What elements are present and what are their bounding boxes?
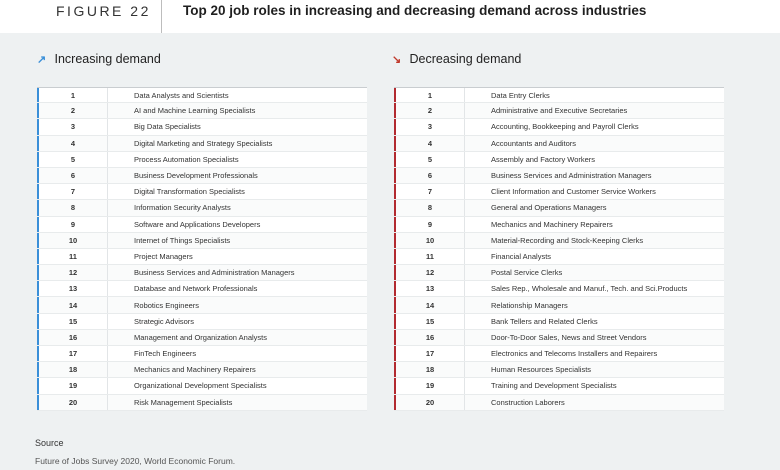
- row-accent-bar: [394, 136, 396, 151]
- row-rank: 19: [68, 381, 78, 391]
- row-job-role: AI and Machine Learning Specialists: [134, 106, 256, 116]
- arrow-up-right-icon: ↗: [37, 54, 47, 66]
- row-job-role: Training and Development Specialists: [491, 381, 617, 391]
- row-accent-bar: [37, 330, 39, 345]
- decreasing-demand-label: Decreasing demand: [409, 52, 522, 66]
- row-job-role: Risk Management Specialists: [134, 397, 233, 407]
- row-accent-bar: [394, 330, 396, 345]
- table-row: [394, 314, 724, 330]
- row-accent-bar: [394, 297, 396, 312]
- row-job-role: Information Security Analysts: [134, 203, 231, 213]
- row-job-role: Business Services and Administration Managers: [134, 268, 295, 278]
- table-row: [394, 119, 724, 135]
- row-rank: 9: [427, 219, 433, 229]
- row-job-role: Assembly and Factory Workers: [491, 154, 596, 164]
- row-accent-bar: [37, 362, 39, 377]
- row-rank: 14: [68, 300, 78, 310]
- table-row: [394, 346, 724, 362]
- row-accent-bar: [394, 362, 396, 377]
- row-job-role: Mechanics and Machinery Repairers: [491, 219, 613, 229]
- table-row: [394, 362, 724, 378]
- row-job-role: Digital Transformation Specialists: [134, 187, 245, 197]
- row-accent-bar: [394, 233, 396, 248]
- row-rank: 3: [427, 122, 433, 132]
- row-accent-bar: [394, 103, 396, 118]
- row-accent-bar: [37, 88, 39, 102]
- row-accent-bar: [37, 297, 39, 312]
- row-rank: 8: [427, 203, 433, 213]
- table-row: [37, 314, 367, 330]
- table-row: [37, 362, 367, 378]
- table-row: [394, 330, 724, 346]
- table-row: [394, 233, 724, 249]
- table-row: [37, 168, 367, 184]
- row-accent-bar: [37, 265, 39, 280]
- row-rank: 4: [70, 138, 76, 148]
- figure-title: Top 20 job roles in increasing and decreasing demand across industries: [183, 3, 647, 18]
- table-row: [37, 346, 367, 362]
- increasing-demand-label: Increasing demand: [54, 52, 161, 66]
- row-rank: 5: [70, 154, 76, 164]
- row-job-role: Construction Laborers: [491, 397, 565, 407]
- row-rank: 6: [70, 171, 76, 181]
- table-row: [37, 136, 367, 152]
- row-accent-bar: [394, 184, 396, 199]
- table-row: [394, 217, 724, 233]
- row-job-role: Business Development Professionals: [134, 171, 258, 181]
- row-rank: 10: [425, 235, 435, 245]
- row-job-role: Sales Rep., Wholesale and Manuf., Tech. and Sci.Products: [491, 284, 688, 294]
- row-job-role: Mechanics and Machinery Repairers: [134, 365, 256, 375]
- row-job-role: General and Operations Managers: [491, 203, 607, 213]
- table-row: [394, 200, 724, 216]
- figure-label: FIGURE 22: [56, 3, 151, 19]
- row-accent-bar: [394, 119, 396, 134]
- row-accent-bar: [394, 395, 396, 410]
- row-accent-bar: [37, 119, 39, 134]
- row-rank: 12: [68, 268, 78, 278]
- row-accent-bar: [394, 168, 396, 183]
- table-row: [37, 378, 367, 394]
- row-job-role: Client Information and Customer Service Workers: [491, 187, 656, 197]
- row-rank: 4: [427, 138, 433, 148]
- row-job-role: Human Resources Specialists: [491, 365, 592, 375]
- row-rank: 10: [68, 235, 78, 245]
- row-job-role: Accountants and Auditors: [491, 138, 577, 148]
- row-job-role: Project Managers: [134, 251, 193, 261]
- row-accent-bar: [37, 103, 39, 118]
- row-accent-bar: [394, 200, 396, 215]
- row-job-role: Postal Service Clerks: [491, 268, 563, 278]
- table-row: [37, 119, 367, 135]
- row-accent-bar: [394, 152, 396, 167]
- row-accent-bar: [37, 249, 39, 264]
- table-row: [394, 281, 724, 297]
- row-job-role: Internet of Things Specialists: [134, 235, 231, 245]
- figure-header: [0, 0, 780, 33]
- table-row: [394, 136, 724, 152]
- row-accent-bar: [37, 217, 39, 232]
- table-row: [394, 378, 724, 394]
- arrow-down-right-icon: ↘: [392, 54, 402, 66]
- row-rank: 9: [70, 219, 76, 229]
- row-accent-bar: [394, 378, 396, 393]
- row-accent-bar: [394, 249, 396, 264]
- table-row: [394, 184, 724, 200]
- row-rank: 11: [69, 251, 77, 261]
- decreasing-demand-heading: [392, 52, 521, 66]
- source-label: Source: [35, 438, 64, 448]
- row-rank: 2: [70, 106, 76, 116]
- increasing-demand-table: [37, 87, 367, 411]
- row-job-role: Strategic Advisors: [134, 316, 195, 326]
- row-job-role: Robotics Engineers: [134, 300, 200, 310]
- row-accent-bar: [394, 88, 396, 102]
- row-accent-bar: [394, 314, 396, 329]
- row-rank: 12: [425, 268, 435, 278]
- row-job-role: Business Services and Administration Managers: [491, 171, 652, 181]
- row-job-role: Software and Applications Developers: [134, 219, 261, 229]
- table-row: [394, 249, 724, 265]
- table-row: [37, 87, 367, 103]
- row-accent-bar: [394, 265, 396, 280]
- row-rank: 13: [425, 284, 435, 294]
- row-job-role: Organizational Development Specialists: [134, 381, 267, 391]
- header-divider: [161, 0, 162, 33]
- row-rank: 14: [425, 300, 435, 310]
- table-row: [394, 395, 724, 411]
- row-job-role: Financial Analysts: [491, 251, 552, 261]
- row-rank: 20: [68, 397, 78, 407]
- table-row: [394, 297, 724, 313]
- table-row: [37, 297, 367, 313]
- table-row: [394, 103, 724, 119]
- row-rank: 5: [427, 154, 433, 164]
- table-row: [37, 249, 367, 265]
- row-rank: 11: [426, 251, 434, 261]
- row-rank: 16: [68, 332, 78, 342]
- row-job-role: Administrative and Executive Secretaries: [491, 106, 628, 116]
- row-accent-bar: [394, 346, 396, 361]
- row-rank: 20: [425, 397, 435, 407]
- row-accent-bar: [37, 314, 39, 329]
- row-job-role: Digital Marketing and Strategy Specialists: [134, 138, 273, 148]
- row-job-role: Electronics and Telecoms Installers and Repairers: [491, 349, 658, 359]
- row-job-role: Relationship Managers: [491, 300, 568, 310]
- row-accent-bar: [37, 152, 39, 167]
- row-rank: 7: [70, 187, 76, 197]
- row-rank: 17: [68, 349, 78, 359]
- row-accent-bar: [37, 233, 39, 248]
- row-job-role: Material-Recording and Stock-Keeping Clerks: [491, 235, 644, 245]
- increasing-demand-heading: [37, 52, 161, 66]
- row-rank: 13: [68, 284, 78, 294]
- row-rank: 18: [68, 365, 78, 375]
- row-rank: 2: [427, 106, 433, 116]
- row-accent-bar: [394, 217, 396, 232]
- row-rank: 15: [425, 316, 435, 326]
- table-row: [37, 184, 367, 200]
- row-rank: 3: [70, 122, 76, 132]
- row-rank: 18: [425, 365, 435, 375]
- row-job-role: Door-To-Door Sales, News and Street Vendors: [491, 332, 647, 342]
- row-job-role: Management and Organization Analysts: [134, 332, 267, 342]
- row-accent-bar: [37, 184, 39, 199]
- row-job-role: FinTech Engineers: [134, 349, 197, 359]
- decreasing-demand-table: [394, 87, 724, 411]
- table-row: [37, 281, 367, 297]
- table-row: [37, 395, 367, 411]
- row-accent-bar: [37, 378, 39, 393]
- row-rank: 16: [425, 332, 435, 342]
- table-row: [37, 217, 367, 233]
- table-row: [37, 103, 367, 119]
- row-accent-bar: [394, 281, 396, 296]
- row-rank: 8: [70, 203, 76, 213]
- row-accent-bar: [37, 168, 39, 183]
- table-row: [37, 152, 367, 168]
- row-rank: 6: [427, 171, 433, 181]
- row-job-role: Process Automation Specialists: [134, 154, 239, 164]
- row-job-role: Data Entry Clerks: [491, 90, 550, 100]
- row-job-role: Data Analysts and Scientists: [134, 90, 229, 100]
- table-row: [394, 152, 724, 168]
- table-row: [394, 168, 724, 184]
- table-row: [394, 265, 724, 281]
- row-rank: 1: [427, 90, 433, 100]
- row-job-role: Bank Tellers and Related Clerks: [491, 316, 598, 326]
- table-row: [37, 233, 367, 249]
- table-row: [37, 330, 367, 346]
- row-accent-bar: [37, 136, 39, 151]
- table-row: [37, 200, 367, 216]
- table-row: [394, 87, 724, 103]
- row-rank: 7: [427, 187, 433, 197]
- row-accent-bar: [37, 281, 39, 296]
- table-row: [37, 265, 367, 281]
- source-text: Future of Jobs Survey 2020, World Economic Forum.: [35, 456, 236, 466]
- row-rank: 19: [425, 381, 435, 391]
- row-rank: 17: [425, 349, 435, 359]
- row-rank: 1: [70, 90, 76, 100]
- row-job-role: Database and Network Professionals: [134, 284, 258, 294]
- row-rank: 15: [68, 316, 78, 326]
- row-accent-bar: [37, 200, 39, 215]
- row-job-role: Accounting, Bookkeeping and Payroll Clerks: [491, 122, 639, 132]
- row-accent-bar: [37, 346, 39, 361]
- row-accent-bar: [37, 395, 39, 410]
- row-job-role: Big Data Specialists: [134, 122, 201, 132]
